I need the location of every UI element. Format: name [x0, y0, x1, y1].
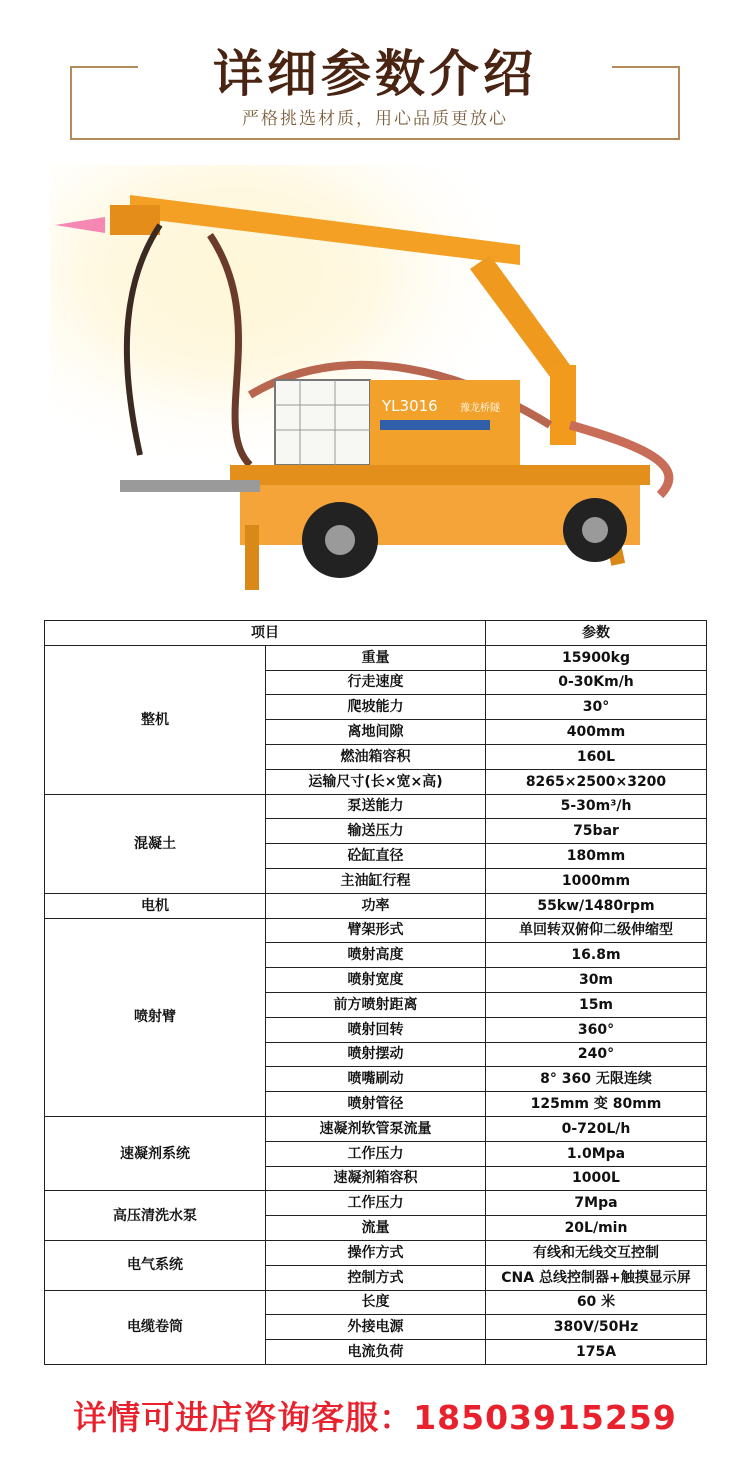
param-value: 8265×2500×3200 [486, 769, 707, 794]
param-name: 功率 [266, 893, 486, 918]
page-title: 详细参数介绍 [213, 44, 537, 103]
param-name: 工作压力 [266, 1191, 486, 1216]
param-name: 臂架形式 [266, 918, 486, 943]
param-value: 380V/50Hz [486, 1315, 707, 1340]
param-value: 400mm [486, 720, 707, 745]
group-name: 速凝剂系统 [45, 1116, 266, 1190]
param-name: 燃油箱容积 [266, 744, 486, 769]
param-name: 外接电源 [266, 1315, 486, 1340]
param-name: 泵送能力 [266, 794, 486, 819]
param-value: 60 米 [486, 1290, 707, 1315]
group-name: 喷射臂 [45, 918, 266, 1116]
header-param: 参数 [486, 621, 707, 646]
table-row [45, 1290, 707, 1315]
param-value: CNA 总线控制器+触摸显示屏 [486, 1265, 707, 1290]
table-row [45, 794, 707, 819]
param-name: 工作压力 [266, 1141, 486, 1166]
param-value: 单回转双俯仰二级伸缩型 [486, 918, 707, 943]
param-value: 1000mm [486, 868, 707, 893]
param-name: 运输尺寸(长×宽×高) [266, 769, 486, 794]
param-name: 操作方式 [266, 1240, 486, 1265]
param-name: 流量 [266, 1216, 486, 1241]
param-name: 电流负荷 [266, 1340, 486, 1365]
group-name: 电缆卷筒 [45, 1290, 266, 1364]
param-name: 喷射管径 [266, 1092, 486, 1117]
page-header [0, 0, 750, 150]
param-name: 前方喷射距离 [266, 992, 486, 1017]
group-name: 电气系统 [45, 1240, 266, 1290]
table-row [45, 645, 707, 670]
param-value: 180mm [486, 844, 707, 869]
spec-table [44, 620, 707, 1365]
table-row [45, 1191, 707, 1216]
group-name: 高压清洗水泵 [45, 1191, 266, 1241]
param-value: 55kw/1480rpm [486, 893, 707, 918]
frame-bottom [70, 138, 680, 140]
param-name: 爬坡能力 [266, 695, 486, 720]
param-value: 175A [486, 1340, 707, 1365]
param-value: 1.0Mpa [486, 1141, 707, 1166]
param-name: 重量 [266, 645, 486, 670]
param-value: 7Mpa [486, 1191, 707, 1216]
param-name: 喷射摆动 [266, 1042, 486, 1067]
param-value: 75bar [486, 819, 707, 844]
brand-label: 豫龙桥隧 [460, 403, 500, 414]
table-row [45, 1240, 707, 1265]
param-name: 长度 [266, 1290, 486, 1315]
param-name: 砼缸直径 [266, 844, 486, 869]
page-subtitle: 严格挑选材质，用心品质更放心 [242, 109, 508, 129]
group-name: 电机 [45, 893, 266, 918]
table-header-row [45, 621, 707, 646]
param-value: 160L [486, 744, 707, 769]
shotcrete-machine-image [50, 165, 700, 605]
param-value: 8° 360 无限连续 [486, 1067, 707, 1092]
param-value: 16.8m [486, 943, 707, 968]
param-value: 0-30Km/h [486, 670, 707, 695]
table-row [45, 893, 707, 918]
param-name: 离地间隙 [266, 720, 486, 745]
contact-footer: 详情可进店咨询客服：18503915259 [73, 1398, 677, 1437]
param-name: 喷嘴刷动 [266, 1067, 486, 1092]
param-value: 15m [486, 992, 707, 1017]
param-name: 喷射回转 [266, 1017, 486, 1042]
param-value: 30m [486, 968, 707, 993]
param-name: 喷射宽度 [266, 968, 486, 993]
header-item: 项目 [45, 621, 486, 646]
param-value: 有线和无线交互控制 [486, 1240, 707, 1265]
group-name: 整机 [45, 645, 266, 794]
param-name: 速凝剂箱容积 [266, 1166, 486, 1191]
group-name: 混凝土 [45, 794, 266, 893]
param-name: 行走速度 [266, 670, 486, 695]
param-value: 360° [486, 1017, 707, 1042]
param-value: 15900kg [486, 645, 707, 670]
param-name: 输送压力 [266, 819, 486, 844]
param-name: 速凝剂软管泵流量 [266, 1116, 486, 1141]
param-name: 控制方式 [266, 1265, 486, 1290]
param-value: 30° [486, 695, 707, 720]
param-value: 20L/min [486, 1216, 707, 1241]
param-name: 喷射高度 [266, 943, 486, 968]
param-value: 240° [486, 1042, 707, 1067]
param-name: 主油缸行程 [266, 868, 486, 893]
param-value: 5-30m³/h [486, 794, 707, 819]
model-label: YL3016 [382, 397, 438, 415]
param-value: 125mm 变 80mm [486, 1092, 707, 1117]
param-value: 1000L [486, 1166, 707, 1191]
param-value: 0-720L/h [486, 1116, 707, 1141]
table-row [45, 1116, 707, 1141]
table-row [45, 918, 707, 943]
